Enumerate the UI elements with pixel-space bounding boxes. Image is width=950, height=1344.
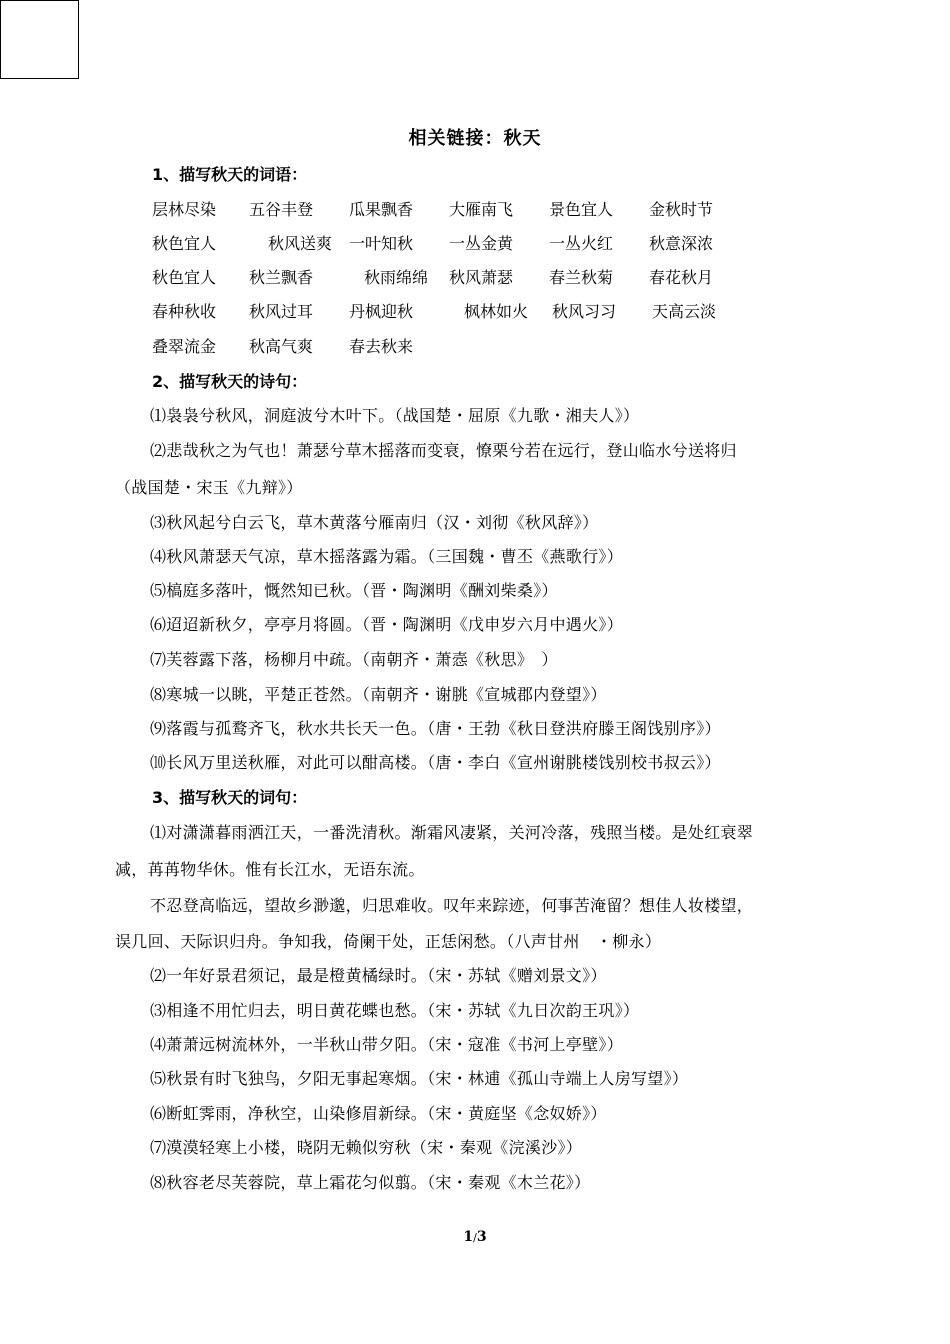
section-1-heading: 1、描写秋天的词语： [152, 165, 308, 184]
poem-line: ⑷秋风萧瑟天气凉，草木摇落露为霜。（三国魏・曹丕《燕歌行》） [150, 547, 624, 566]
poem-line: ⑹迢迢新秋夕，亭亭月将圆。（晋・陶渊明《戊申岁六月中遇火》） [150, 615, 624, 634]
ci-line: ⑷萧萧远树流林外，一半秋山带夕阳。（宋・寇准《书河上亭壁》） [150, 1035, 624, 1054]
word: 秋风萧瑟 [449, 268, 514, 287]
corner-box [0, 0, 79, 79]
poem-line: ⑻寒城一以眺，平楚正苍然。（南朝齐・谢朓《宣城郡内登望》） [150, 685, 607, 704]
section-3-heading: 3、描写秋天的词句： [152, 788, 308, 807]
poem-line: （战国楚・宋玉《九辩》） [115, 478, 303, 497]
ci-line: ⑺漠漠轻寒上小楼，晓阴无赖似穷秋（宋・秦观《浣溪沙》） [150, 1138, 583, 1157]
word: 秋风过耳 [249, 302, 314, 321]
word: 秋高气爽 [249, 337, 314, 356]
word: 一丛金黄 [449, 234, 514, 253]
poem-line: ⑺芙蓉露下落，杨柳月中疏。（南朝齐・萧悫《秋思》 ） [150, 650, 558, 669]
word: 枫林如火 [464, 302, 529, 321]
word: 景色宜人 [549, 200, 614, 219]
word: 秋意深浓 [649, 234, 714, 253]
word-row [152, 299, 802, 323]
word: 层林尽染 [152, 200, 217, 219]
word: 丹枫迎秋 [349, 302, 414, 321]
poem-line: ⑶秋风起兮白云飞，草木黄落兮雁南归（汉・刘彻《秋风辞》） [150, 513, 599, 532]
word: 一叶知秋 [349, 234, 414, 253]
word: 金秋时节 [649, 200, 714, 219]
word: 春花秋月 [649, 268, 714, 287]
ci-line: 不忍登高临远，望故乡渺邈，归思难收。叹年来踪迹，何事苦淹留？想佳人妆楼望， [150, 896, 754, 915]
word-row [152, 231, 802, 255]
word: 春兰秋菊 [549, 268, 614, 287]
ci-line: ⑴对潇潇暮雨洒江天，一番洗清秋。渐霜风凄紧，关河冷落，残照当楼。是处红衰翠 [150, 823, 754, 842]
word-row [152, 197, 802, 221]
word-row [152, 334, 802, 358]
word: 秋雨绵绵 [364, 268, 429, 287]
word: 秋色宜人 [152, 234, 217, 253]
word: 叠翠流金 [152, 337, 217, 356]
page-separator: / [473, 1231, 477, 1244]
word: 秋兰飘香 [249, 268, 314, 287]
word: 天高云淡 [652, 302, 717, 321]
word: 大雁南飞 [449, 200, 514, 219]
ci-line: 误几回、天际识归舟。争知我，倚阑干处，正恁闲愁。（八声甘州 ・柳永） [115, 932, 662, 951]
word: 春种秋收 [152, 302, 217, 321]
ci-line: ⑻秋容老尽芙蓉院，草上霜花匀似翦。（宋・秦观《木兰花》） [150, 1173, 591, 1192]
ci-line: 减，苒苒物华休。惟有长江水，无语东流。 [115, 860, 425, 879]
ci-line: ⑶相逢不用忙归去，明日黄花蝶也愁。（宋・苏轼《九日次韵王巩》） [150, 1001, 640, 1020]
page-number [0, 1229, 950, 1245]
word: 五谷丰登 [249, 200, 314, 219]
poem-line: ⑵悲哉秋之为气也！萧瑟兮草木摇落而变衰，憭栗兮若在远行，登山临水兮送将归 [150, 441, 737, 460]
poem-line: ⑽长风万里送秋雁，对此可以酣高楼。（唐・李白《宣州谢朓楼饯别校书叔云》） [150, 753, 721, 772]
word: 秋色宜人 [152, 268, 217, 287]
word: 一丛火红 [549, 234, 614, 253]
ci-line: ⑸秋景有时飞独鸟，夕阳无事起寒烟。（宋・林逋《孤山寺端上人房写望》） [150, 1069, 689, 1088]
word: 秋风习习 [552, 302, 617, 321]
word: 春去秋来 [349, 337, 414, 356]
poem-line: ⑸槁庭多落叶，慨然知已秋。（晋・陶渊明《酬刘柴桑》） [150, 581, 558, 600]
poem-line: ⑼落霞与孤鹜齐飞，秋水共长天一色。（唐・王勃《秋日登洪府滕王阁饯别序》） [150, 719, 721, 738]
page-title: 相关链接：秋天 [408, 128, 542, 149]
poem-line: ⑴袅袅兮秋风，洞庭波兮木叶下。（战国楚・屈原《九歌・湘夫人》） [150, 406, 640, 425]
page-current: 1 [463, 1229, 474, 1245]
word-row [152, 265, 802, 289]
section-2-heading: 2、描写秋天的诗句： [152, 372, 308, 391]
word: 瓜果飘香 [349, 200, 414, 219]
ci-line: ⑹断虹霁雨，净秋空，山染修眉新绿。（宋・黄庭坚《念奴娇》） [150, 1104, 607, 1123]
word: 秋风送爽 [268, 234, 333, 253]
ci-line: ⑵一年好景君须记，最是橙黄橘绿时。（宋・苏轼《赠刘景文》） [150, 966, 607, 985]
page-total: 3 [476, 1229, 487, 1245]
